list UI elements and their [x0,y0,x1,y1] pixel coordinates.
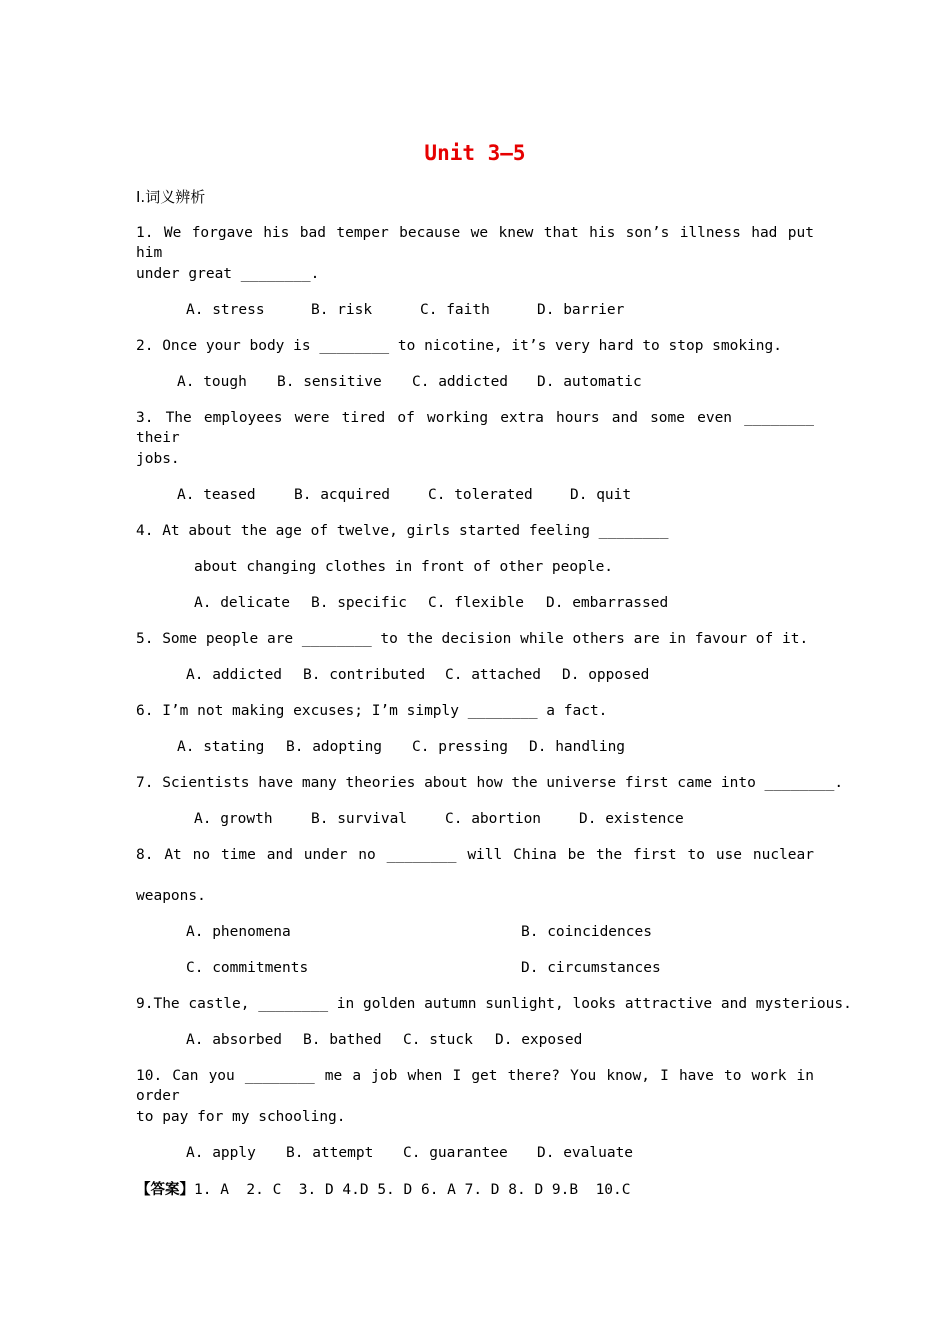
question-6-option-b: B. adopting [286,739,383,755]
question-6-line-1: 6. I’m not making excuses; I’m simply ________ a fact. [136,703,608,719]
question-4-option-c: C. flexible [428,595,525,611]
question-7-line-1: 7. Scientists have many theories about how the universe first came into ________. [136,775,844,791]
question-10-line-2: to pay for my schooling. [136,1109,346,1125]
question-10-option-c: C. guarantee [403,1145,508,1161]
question-4-option-d: D. embarrassed [546,595,669,611]
question-2-option-b: B. sensitive [277,374,382,390]
question-3-option-d: D. quit [570,487,632,503]
section-heading: Ⅰ.词义辨析 [136,188,206,206]
question-7-option-d: D. existence [579,811,684,827]
question-8-line-2: weapons. [136,888,206,904]
question-1-option-d: D. barrier [537,302,625,318]
question-10-option-b: B. attempt [286,1145,374,1161]
question-3-option-b: B. acquired [294,487,391,503]
question-5-option-c: C. attached [445,667,542,683]
answer-text: 1. A 2. C 3. D 4.D 5. D 6. A 7. D 8. D 9.B 10.C [194,1182,631,1198]
question-6-option-d: D. handling [529,739,626,755]
question-9-option-a: A. absorbed [186,1032,283,1048]
question-2-option-d: D. automatic [537,374,642,390]
page-title: Unit 3—5 [424,141,526,165]
question-5-option-a: A. addicted [186,667,283,683]
question-7-option-c: C. abortion [445,811,542,827]
question-3-option-c: C. tolerated [428,487,533,503]
question-9-option-c: C. stuck [403,1032,473,1048]
question-10-option-d: D. evaluate [537,1145,634,1161]
answer-key [136,1178,631,1199]
question-5-line-1: 5. Some people are ________ to the decision while others are in favour of it. [136,631,809,647]
question-10-option-a: A. apply [186,1145,256,1161]
question-1-line-2: under great ________. [136,266,320,282]
question-8-option-c: C. commitments [186,960,309,976]
question-10-line-1: 10. Can you ________ me a job when I get there? You know, I have to work in order [136,1068,814,1104]
question-1-option-c: C. faith [420,302,490,318]
question-4-option-a: A. delicate [194,595,291,611]
question-6-option-c: C. pressing [412,739,509,755]
question-8-option-a: A. phenomena [186,924,291,940]
question-8-option-d: D. circumstances [521,960,661,976]
question-5-option-b: B. contributed [303,667,426,683]
question-8-line-1: 8. At no time and under no ________ will China be the first to use nuclear [136,847,814,863]
question-7-option-a: A. growth [194,811,273,827]
question-1-option-b: B. risk [311,302,373,318]
question-2-option-a: A. tough [177,374,247,390]
question-7-option-b: B. survival [311,811,408,827]
answer-label: 【答案】 [136,1182,194,1198]
question-2-line-1: 2. Once your body is ________ to nicotine, it’s very hard to stop smoking. [136,338,783,354]
question-9-option-d: D. exposed [495,1032,583,1048]
question-5-option-d: D. opposed [562,667,650,683]
question-3-line-1: 3. The employees were tired of working extra hours and some even ________ their [136,410,814,446]
question-4-line-1: 4. At about the age of twelve, girls started feeling ________ [136,523,669,539]
question-4-line-2: about changing clothes in front of other people. [194,559,614,575]
question-1-option-a: A. stress [186,302,265,318]
question-4-option-b: B. specific [311,595,408,611]
question-2-option-c: C. addicted [412,374,509,390]
question-9-line-1: 9.The castle, ________ in golden autumn sunlight, looks attractive and mysterious. [136,996,852,1012]
question-1-line-1: 1. We forgave his bad temper because we knew that his son’s illness had put him [136,225,814,261]
question-8-option-b: B. coincidences [521,924,652,940]
question-9-option-b: B. bathed [303,1032,382,1048]
question-6-option-a: A. stating [177,739,265,755]
question-3-line-2: jobs. [136,451,180,467]
question-3-option-a: A. teased [177,487,256,503]
